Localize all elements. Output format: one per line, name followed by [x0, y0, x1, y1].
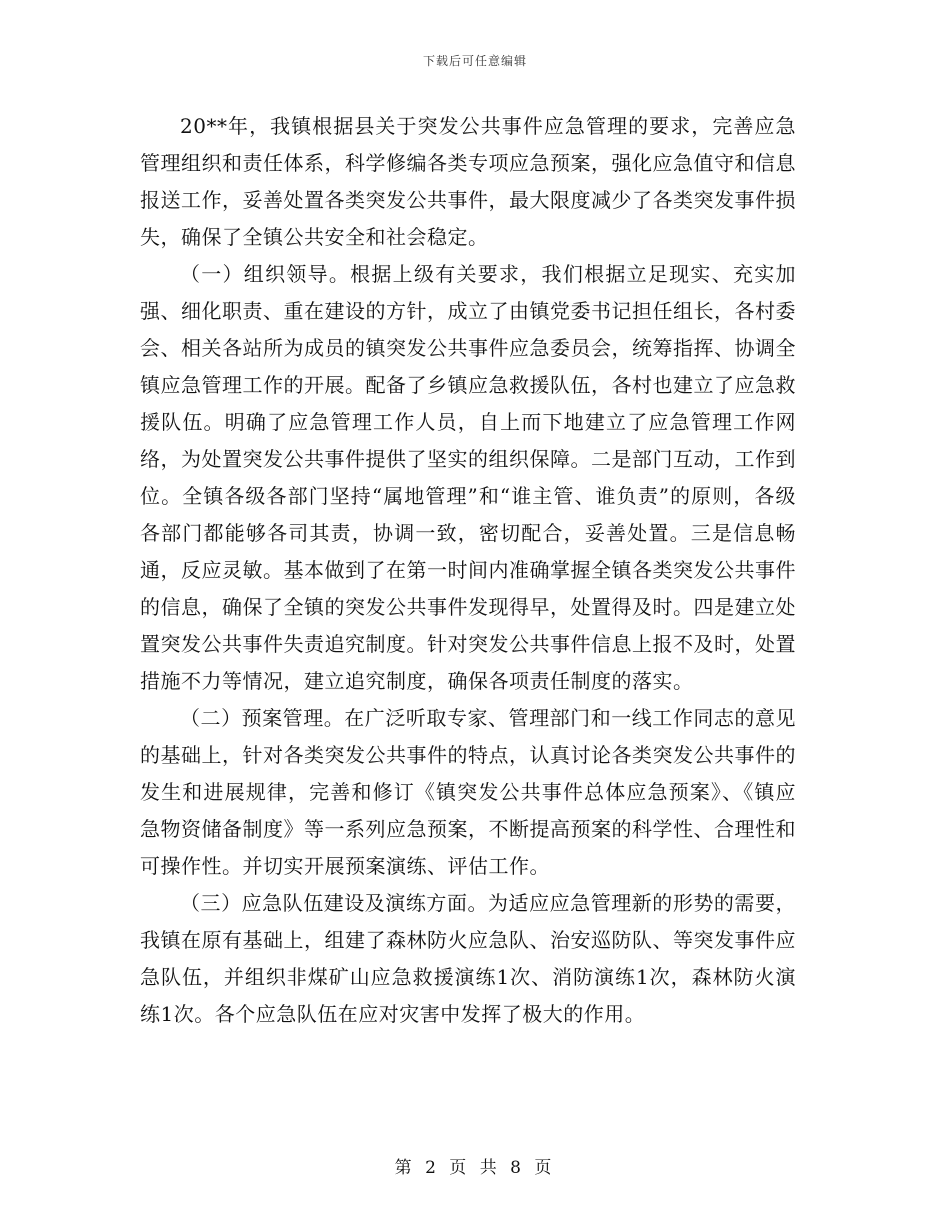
page-header: 下载后可任意编辑: [422, 54, 527, 68]
paragraph-emergency-teams: （三）应急队伍建设及演练方面。为适应应急管理新的形势的需要，我镇在原有基础上，组建了森林防火应急队、治安巡防队、等突发事件应急队伍，并组织非煤矿山应急救援演练1次、消防演练1次，森林防火演练1次。各个应急队伍在应对灾害中发挥了极大的作用。: [140, 891, 796, 1026]
paragraph-intro: 20**年，我镇根据县关于突发公共事件应急管理的要求，完善应急管理组织和责任体系，科学修编各类专项应急预案，强化应急值守和信息报送工作，妥善处置各类突发公共事件，最大限度减少了各类突发事件损失，确保了全镇公共安全和社会稳定。: [140, 114, 796, 249]
paragraph-organization: （一）组织领导。根据上级有关要求，我们根据立足现实、充实加强、细化职责、重在建设的方针，成立了由镇党委书记担任组长，各村委会、相关各站所为成员的镇突发公共事件应急委员会，统筹指挥、协调全镇应急管理工作的开展。配备了乡镇应急救援队伍，各村也建立了应急救援队伍。明确了应急管理工作人员，自上而下地建立了应急管理工作网络，为处置突发公共事件提供了坚实的组织保障。二是部门互动，工作到位。全镇各级各部门坚持“属地管理”和“谁主管、谁负责”的原则，各级各部门都能够各司其责，协调一致，密切配合，妥善处置。三是信息畅通，反应灵敏。基本做到了在第一时间内准确掌握全镇各类突发公共事件的信息，确保了全镇的突发公共事件发现得早，处置得及时。四是建立处置突发公共事件失责追究制度。针对突发公共事件信息上报不及时，处置措施不力等情况，建立追究制度，确保各项责任制度的落实。: [140, 262, 796, 693]
page-number: 第 2 页 共 8 页: [394, 1158, 556, 1178]
paragraph-plan-management: （二）预案管理。在广泛听取专家、管理部门和一线工作同志的意见的基础上，针对各类突发公共事件的特点，认真讨论各类突发公共事件的发生和进展规律，完善和修订《镇突发公共事件总体应急预案》、《镇应急物资储备制度》等一系列应急预案，不断提高预案的科学性、合理性和可操作性。并切实开展预案演练、评估工作。: [140, 706, 796, 878]
document-body: [140, 108, 796, 1033]
